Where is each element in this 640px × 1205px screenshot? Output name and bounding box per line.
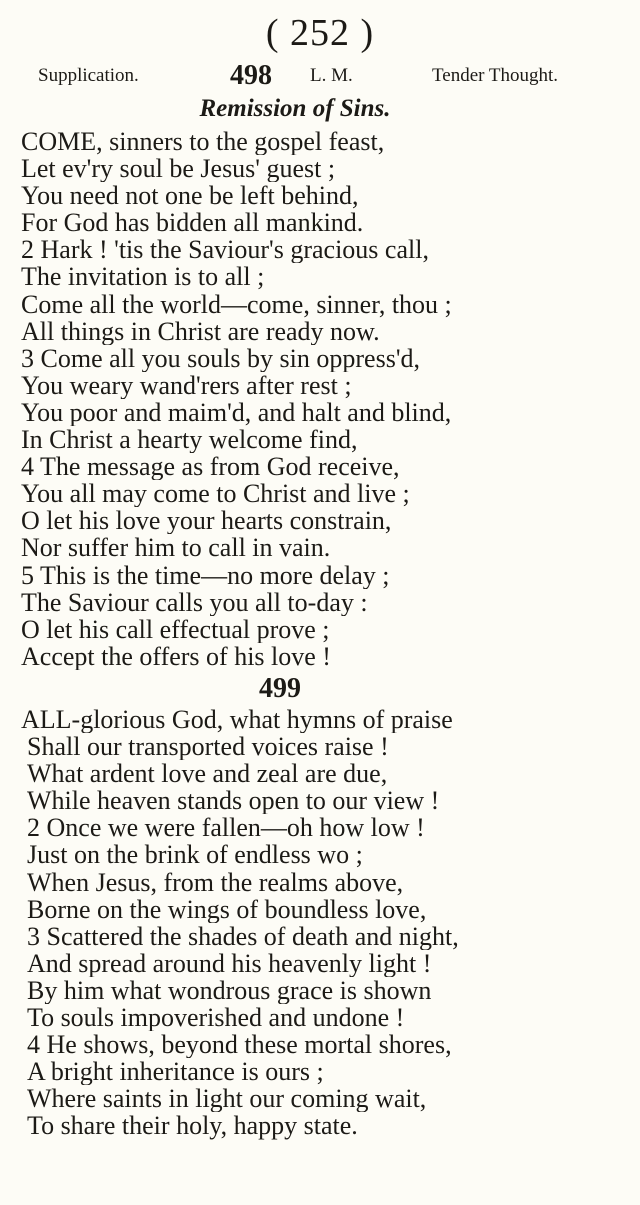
hymn-498-text <box>21 128 631 670</box>
hymn-line: What ardent love and zeal are due, <box>27 760 388 788</box>
hymn-499-number: 499 <box>259 673 301 704</box>
hymn-title: Remission of Sins. <box>199 95 391 122</box>
hymn-line: 3 Scattered the shades of death and night, <box>27 922 459 950</box>
hymn-line: 4 He shows, beyond these mortal shores, <box>27 1031 452 1059</box>
hymn-line: You poor and maim'd, and halt and blind, <box>21 398 452 427</box>
topic: Tender Thought. <box>431 65 558 86</box>
hymn-line: By him what wondrous grace is shown <box>27 976 432 1005</box>
hymn-line: You need not one be left behind, <box>21 182 359 210</box>
hymn-line: 2 Hark ! 'tis the Saviour's gracious call, <box>21 236 429 264</box>
hymn-line: A bright inheritance is ours ; <box>27 1058 324 1086</box>
hymn-line: ALL-glorious God, what hymns of praise <box>21 706 453 734</box>
hymn-498-number: 498 <box>230 60 272 91</box>
hymn-line: Shall our transported voices raise ! <box>27 733 389 761</box>
hymn-line: Let ev'ry soul be Jesus' guest ; <box>21 155 336 183</box>
tune-name: Supplication. <box>38 65 139 86</box>
hymn-line: And spread around his heavenly light ! <box>27 949 432 977</box>
hymn-line: Borne on the wings of boundless love, <box>27 895 427 923</box>
hymn-498-header <box>38 60 558 92</box>
hymn-line: For God has bidden all mankind. <box>21 209 364 237</box>
hymn-line: Come all the world—come, sinner, thou ; <box>21 290 452 318</box>
hymn-line: While heaven stands open to our view ! <box>27 787 440 815</box>
hymn-line: In Christ a hearty welcome find, <box>21 426 358 454</box>
hymn-line: COME, sinners to the gospel feast, <box>21 128 385 156</box>
hymn-line: The Saviour calls you all to-day : <box>21 588 368 616</box>
hymn-line: Nor suffer him to call in vain. <box>21 534 331 562</box>
hymn-line: To souls impoverished and undone ! <box>27 1004 405 1032</box>
hymn-line: Accept the offers of his love ! <box>21 642 331 670</box>
hymn-line: O let his call effectual prove ; <box>21 615 330 643</box>
hymn-line: You all may come to Christ and live ; <box>21 480 410 508</box>
hymn-line: The invitation is to all ; <box>21 263 265 291</box>
hymn-line: Just on the brink of endless wo ; <box>27 841 363 869</box>
hymn-line: To share their holy, happy state. <box>27 1112 358 1140</box>
hymn-line: 2 Once we were fallen—oh how low ! <box>27 814 425 842</box>
hymn-line: Where saints in light our coming wait, <box>27 1085 427 1113</box>
hymn-line: All things in Christ are ready now. <box>21 317 380 345</box>
hymn-line: O let his love your hearts constrain, <box>21 507 392 535</box>
page-number: ( 252 ) <box>265 12 375 54</box>
hymn-line: 3 Come all you souls by sin oppress'd, <box>21 344 421 372</box>
meter: L. M. <box>310 65 353 86</box>
hymn-line: 5 This is the time—no more delay ; <box>21 561 390 589</box>
hymn-499-text <box>21 706 631 1140</box>
hymn-line: You weary wand'rers after rest ; <box>21 371 352 399</box>
hymn-line: 4 The message as from God receive, <box>21 453 400 481</box>
hymn-line: When Jesus, from the realms above, <box>27 868 404 896</box>
